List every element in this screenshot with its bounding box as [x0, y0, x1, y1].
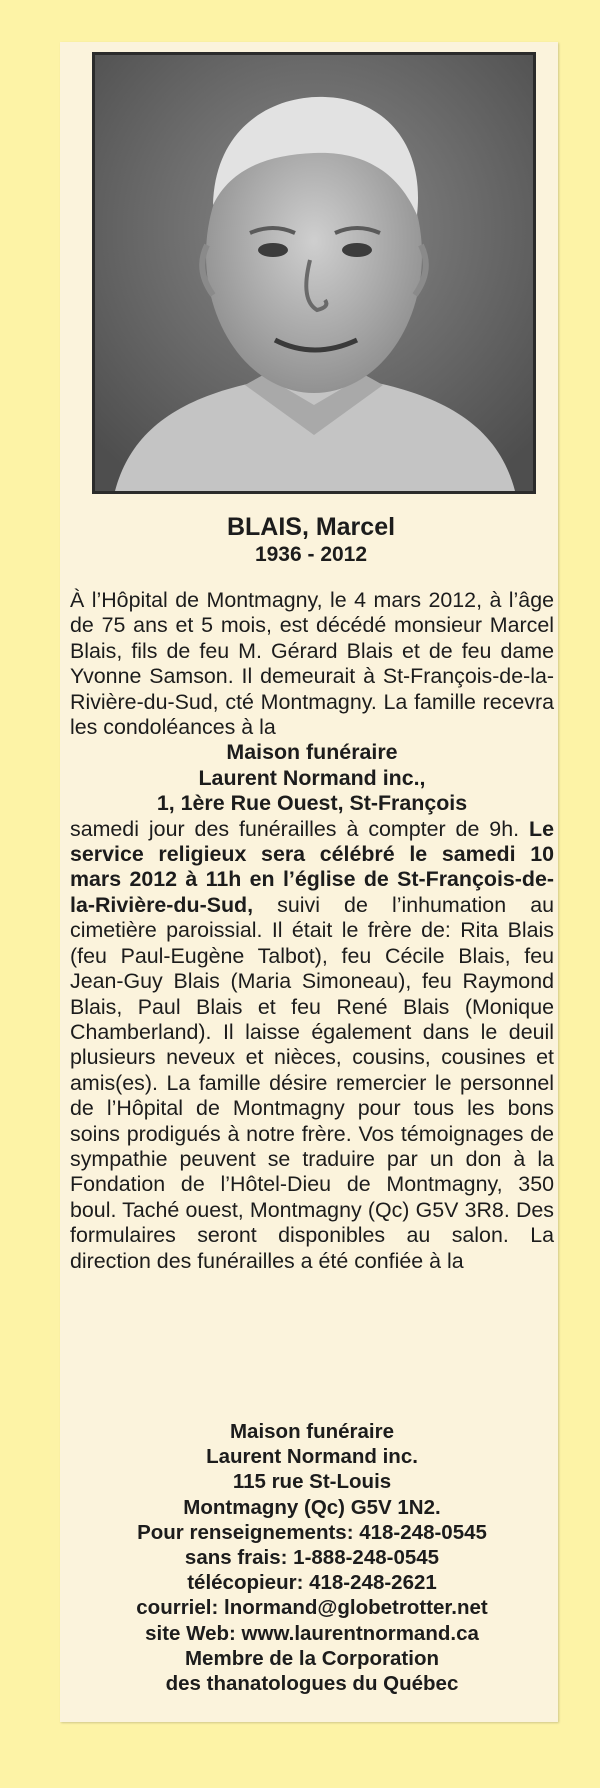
family-paragraph: suivi de l’inhumation au cimetière paroissial. Il était le frère de: Rita Blais (feu Paul-Eugène Talbot), feu Cécile Blais, feu Jean-Guy Blais (Maria Simoneau), feu Raymond Blais, Paul Blais et feu René Blais (Monique Chamberland). Il laisse également dans le deuil plusieurs neveux et nièces, cousins, cousines et amis(es). La famille désire remercier le personnel de l’Hôpital de Montmagny pour tous les bons soins prodigués à notre frère. Vos témoignages de sympathie peuvent se traduire par un don à la Fondation de l’Hôtel-Dieu de Montmagny, 350 boul. Taché ouest, Montmagny (Qc) G5V 3R8. Des formulaires seront disponibles au salon. La direction des funérailles a été confiée à la	[70, 892, 554, 1273]
membership-line-1: Membre de la Corporation	[184, 1646, 439, 1670]
venue-address: 1, 1ère Rue Ouest, St-François	[156, 791, 468, 816]
venue-name: Maison funéraire	[226, 740, 398, 765]
announcement-paragraph: À l’Hôpital de Montmagny, le 4 mars 2012, à l’âge de 75 ans et 5 mois, est décédé monsieur Marcel Blais, fils de feu M. Gérard Blais et de feu dame Yvonne Samson. Il demeurait à St-François-de-la-Rivière-du-Sud, cté Montmagny. La famille recevra les condoléances à la	[70, 588, 554, 740]
obituary-header	[92, 512, 530, 568]
contact-phone: Pour renseignements: 418-248-0545	[137, 1520, 487, 1544]
obituary-body	[70, 588, 554, 1274]
visitation-text: samedi jour des funérailles à compter de 9h.	[70, 816, 520, 841]
service-paragraph	[70, 817, 554, 1274]
membership-line-2: des thanatologues du Québec	[165, 1672, 459, 1696]
portrait-image	[95, 55, 533, 491]
contact-website: site Web: www.laurentnormand.ca	[145, 1621, 479, 1645]
contact-city: Montmagny (Qc) G5V 1N2.	[183, 1495, 441, 1519]
contact-toll-free: sans frais: 1-888-248-0545	[184, 1546, 440, 1570]
life-years: 1936 - 2012	[254, 543, 368, 566]
contact-email: courriel: lnormand@globetrotter.net	[136, 1596, 488, 1620]
deceased-name: BLAIS, Marcel	[226, 513, 396, 541]
venue-company: Laurent Normand inc.,	[198, 765, 426, 790]
funeral-home-contact	[70, 1419, 554, 1696]
contact-street: 115 rue St-Louis	[232, 1470, 392, 1494]
service-text: Le service religieux sera célébré le samedi 10 mars 2012 à 11h en l’église de St-François-de-la-Rivière-du-Sud,	[70, 816, 554, 917]
contact-fax: télécopieur: 418-248-2621	[187, 1571, 437, 1595]
portrait-photo	[92, 52, 536, 494]
contact-name: Maison funéraire	[229, 1420, 395, 1443]
contact-company: Laurent Normand inc.	[206, 1445, 418, 1469]
